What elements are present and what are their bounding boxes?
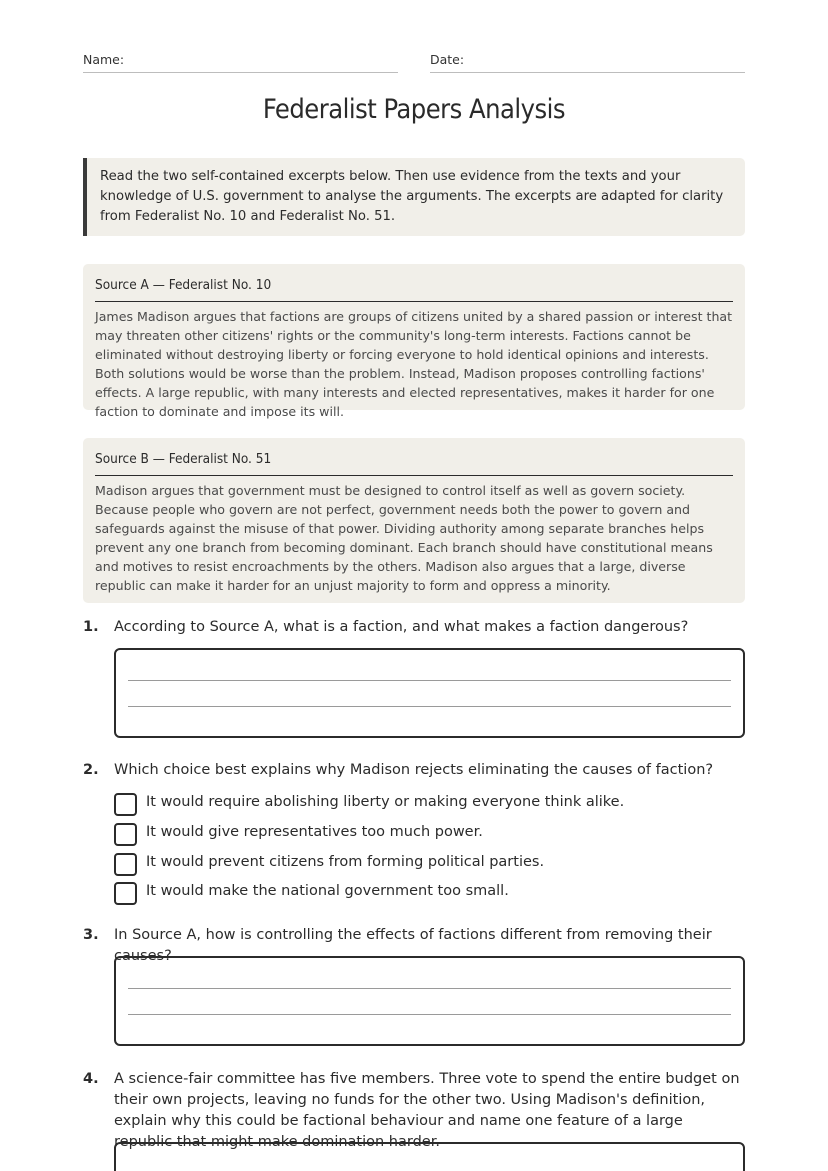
checkbox[interactable]: [114, 882, 137, 905]
question-2-choice-3[interactable]: [114, 853, 745, 875]
date-label: Date:: [430, 52, 465, 67]
question-3-text: In Source A, how is controlling the effects of factions different from removing their causes?: [114, 927, 712, 964]
question-2-choice-4[interactable]: [114, 882, 745, 904]
question-2-choice-1[interactable]: [114, 793, 745, 815]
question-4: [83, 1069, 745, 1150]
name-field[interactable]: [83, 52, 398, 73]
question-1-text: According to Source A, what is a faction, and what makes a faction dangerous?: [114, 619, 689, 635]
answer-line: [128, 1014, 731, 1015]
question-4-answer-box[interactable]: [114, 1142, 745, 1171]
student-header: [83, 52, 745, 73]
choice-label: It would prevent citizens from forming political parties.: [146, 854, 545, 870]
source-a-title: Source A — Federalist No. 10: [95, 276, 733, 302]
question-2: [83, 760, 745, 781]
page-title: Federalist Papers Analysis: [262, 94, 566, 125]
question-3: [83, 925, 745, 964]
question-4-text: A science-fair committee has five members. Three vote to spend the entire budget on their own projects, leaving no funds for the other two. Using Madison's definition, explain why this could be factional behaviour and name one feature of a large republic that might make domination harder.: [114, 1071, 740, 1150]
answer-line: [128, 680, 731, 681]
name-label: Name:: [83, 52, 125, 67]
instructions-box: Read the two self-contained excerpts below. Then use evidence from the texts and your knowledge of U.S. government to analyse the arguments. The excerpts are adapted for clarity from Federalist No. 10 and Federalist No. 51.: [83, 158, 745, 236]
source-a-panel: [83, 264, 745, 419]
checkbox[interactable]: [114, 823, 137, 846]
answer-line: [128, 988, 731, 989]
question-4-number: 4.: [83, 1071, 99, 1087]
question-3-answer-box[interactable]: [114, 956, 745, 1046]
source-a-text: James Madison argues that factions are groups of citizens united by a shared passion or interest that may threaten other citizens' rights or the community's long-term interests. Factions cannot be eliminated without destroying liberty or forcing everyone to hold identical opinions and interests. Both solutions would be worse than the problem. Instead, Madison proposes controlling factions' effects. A large republic, with many interests and elected representatives, makes it harder for one faction to dominate and impose its will.: [95, 309, 733, 419]
source-b-text: Madison argues that government must be designed to control itself as well as govern society. Because people who govern are not perfect, government needs both the power to govern and safeguards against the misuse of that power. Dividing authority among separate branches helps prevent any one branch from becoming dominant. Each branch should have constitutional means and motives to resist encroachments by the others. Madison also argues that a large, diverse republic can make it harder for an unjust majority to form and oppress a minority.: [95, 483, 713, 593]
choice-label: It would make the national government too small.: [146, 883, 509, 899]
answer-line: [128, 706, 731, 707]
question-3-number: 3.: [83, 927, 99, 943]
question-2-text: Which choice best explains why Madison rejects eliminating the causes of faction?: [114, 762, 714, 778]
question-2-choice-2[interactable]: [114, 823, 745, 845]
checkbox[interactable]: [114, 793, 137, 816]
question-1-number: 1.: [83, 619, 99, 635]
source-b-title: Source B — Federalist No. 51: [95, 450, 733, 476]
choice-label: It would give representatives too much power.: [146, 824, 483, 840]
question-1: [83, 617, 745, 638]
choice-label: It would require abolishing liberty or making everyone think alike.: [146, 794, 625, 810]
checkbox[interactable]: [114, 853, 137, 876]
date-field[interactable]: [430, 52, 745, 73]
question-2-number: 2.: [83, 762, 99, 778]
source-b-panel: [83, 438, 745, 603]
question-1-answer-box[interactable]: [114, 648, 745, 738]
